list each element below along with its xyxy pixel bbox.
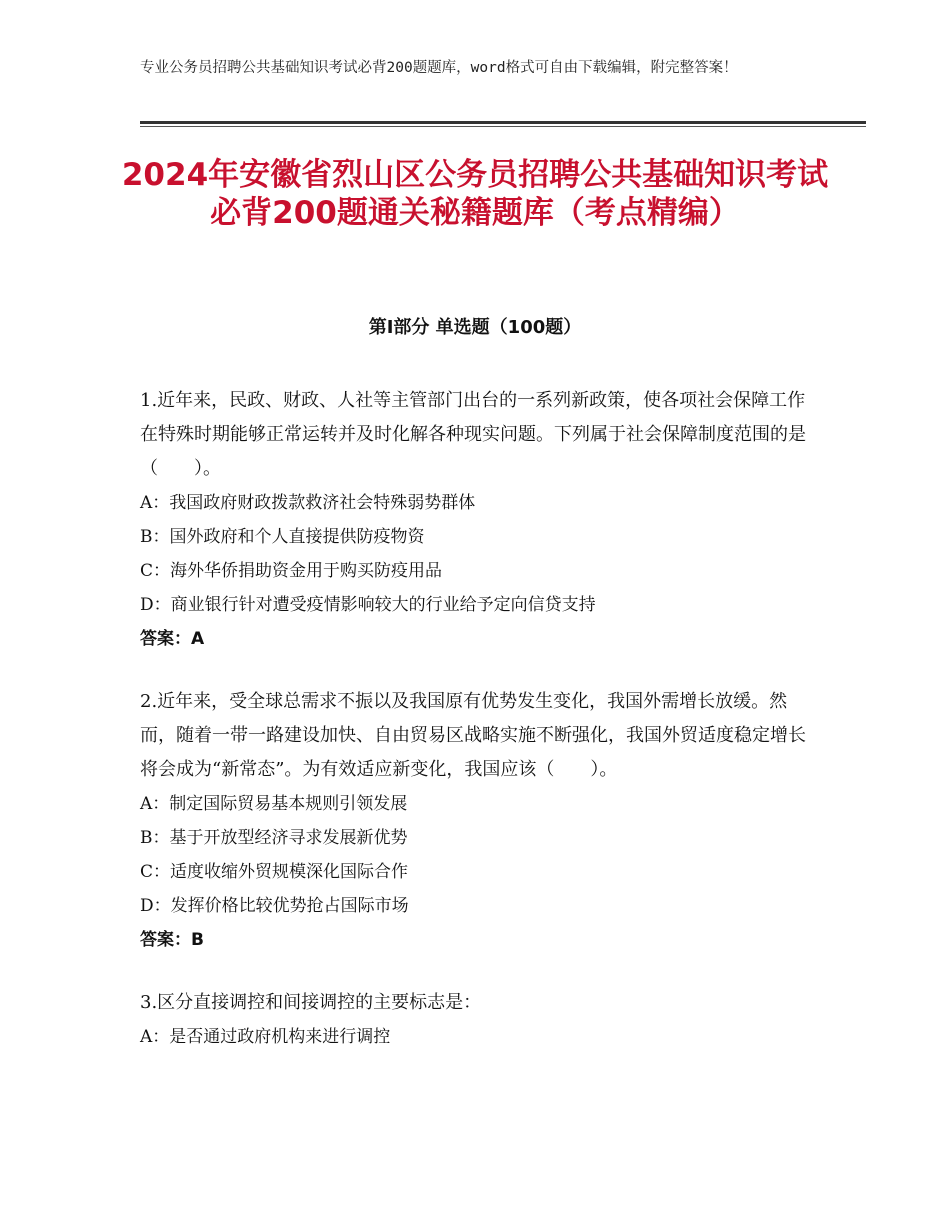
answer: 答案：A [140,629,205,649]
option-d: D：发挥价格比较优势抢占国际市场 [140,896,409,916]
question-1 [140,384,820,656]
option-b: B：基于开放型经济寻求发展新优势 [140,828,408,848]
question-stem: 3.区分直接调控和间接调控的主要标志是： [140,992,482,1013]
header-divider-thin [140,126,866,127]
answer: 答案：B [140,930,204,950]
option-a: A：我国政府财政拨款救济社会特殊弱势群体 [140,493,476,513]
question-stem: 2.近年来，受全球总需求不振以及我国原有优势发生变化，我国外需增长放缓。然而，随着一带一路建设加快、自由贸易区战略实施不断强化，我国外贸适度稳定增长将会成为“新常态”。为有效适应新变化，我国应该（ ）。 [140,691,806,780]
document-title: 2024年安徽省烈山区公务员招聘公共基础知识考试必背200题通关秘籍题库（考点精编） [121,157,829,231]
header-divider-thick [140,121,866,124]
question-list [140,384,820,1083]
section-title: 第I部分 单选题（100题） [368,317,582,338]
question-2 [140,685,820,957]
option-b: B：国外政府和个人直接提供防疫物资 [140,527,425,547]
option-a: A：是否通过政府机构来进行调控 [140,1027,391,1047]
option-c: C：适度收缩外贸规模深化国际合作 [140,862,409,882]
option-a: A：制定国际贸易基本规则引领发展 [140,794,408,814]
question-stem: 1.近年来，民政、财政、人社等主管部门出台的一系列新政策，使各项社会保障工作在特殊时期能够正常运转并及时化解各种现实问题。下列属于社会保障制度范围的是（ ）。 [140,390,806,479]
option-c: C：海外华侨捐助资金用于购买防疫用品 [140,561,443,581]
header-note: 专业公务员招聘公共基础知识考试必背200题题库，word格式可自由下载编辑，附完整答案！ [140,60,738,76]
question-3 [140,986,820,1054]
option-d: D：商业银行针对遭受疫情影响较大的行业给予定向信贷支持 [140,595,596,615]
